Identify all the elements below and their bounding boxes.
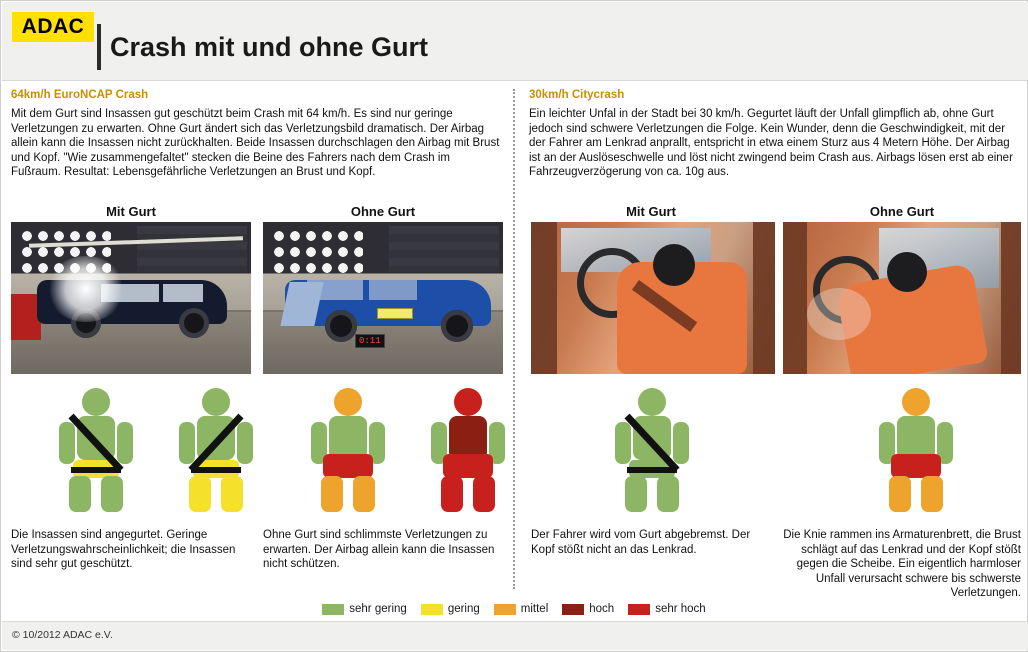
dummy-figure-left-belted-passenger <box>161 386 271 516</box>
panel-label-right-mit-gurt: Mit Gurt <box>626 204 676 219</box>
crash-car-blue <box>285 272 491 342</box>
dummy-head <box>653 244 695 286</box>
dummy-svg <box>293 386 403 516</box>
license-plate <box>377 308 413 319</box>
dummy-svg <box>597 386 707 516</box>
legend-swatch-sehr-gering <box>322 604 344 615</box>
legend-item-sehr-gering <box>322 603 407 615</box>
photo-city-30-ohne-gurt <box>783 222 1021 374</box>
right-intro-text: Ein leichter Unfal in der Stadt bei 30 km/h. Gegurtet läuft der Unfall glimpflich ab, ohne Gurt jedoch sind schwere Verletzungen die Folge. Kein Wunder, denn die Geschwindigkeit, mit der der Fahrer am Lenkrad anprallt, entspricht in etwa einem Sturz aus 4 Metern Höhe. Der Airbag ist an der Auslöseschwelle und löst nicht zwingend beim Crash aus. Airbags lösen erst ab einer Fahrzeugverzögerung von ca. 10g aus. <box>529 108 1013 179</box>
car-rear-wheel <box>179 308 209 338</box>
caption-left-mit-gurt: Die Insassen sind angegurtet. Geringe Verletzungswahrscheinlichkeit; die Insassen sind sehr gut geschützt. <box>11 529 236 571</box>
legend-item-gering <box>421 603 480 615</box>
title-divider <box>97 24 101 70</box>
dummy-figure-left-belted-driver <box>41 386 151 516</box>
legend-swatch-mittel <box>494 604 516 615</box>
legend-label-gering: gering <box>447 603 480 615</box>
panel-label-left-mit-gurt: Mit Gurt <box>106 204 156 219</box>
dummy-svg <box>161 386 271 516</box>
caption-right-ohne-gurt: Die Knie rammen ins Armaturenbrett, die Brust schlägt auf das Lenkrad und der Kopf stößt gegen die Scheibe. Ein eigentlich harmloser Unfall verursacht schwere bis schwerste Verletzungen. <box>783 529 1021 600</box>
footer-bar <box>2 621 1028 650</box>
dummy-figure-right-belted-driver <box>597 386 707 516</box>
car-front-wheel <box>325 310 357 342</box>
car-a-pillar <box>531 222 557 374</box>
dummy-svg <box>861 386 971 516</box>
right-subhead: 30km/h Citycrash <box>529 89 625 101</box>
legend-swatch-gering <box>421 604 443 615</box>
legend-label-sehr-gering: sehr gering <box>349 603 407 615</box>
photo-city-30-mit-gurt <box>531 222 775 374</box>
dummy-svg <box>413 386 523 516</box>
left-column <box>11 89 503 180</box>
left-subhead: 64km/h EuroNCAP Crash <box>11 89 149 101</box>
car-a-pillar <box>783 222 807 374</box>
legend-label-hoch: hoch <box>589 603 615 615</box>
timecode-display: 0:11 <box>355 334 385 348</box>
left-intro-text: Mit dem Gurt sind Insassen gut geschützt beim Crash mit 64 km/h. Es sind nur geringe Verletzungen zu erwarten. Ohne Gurt ändert sich das Verletzungsbild dramatisch. Der Airbag allein kann die Insassen nicht zurückhalten. Beide Insassen durchschlagen den Airbag mit Brust und Kopf. "Wie zusammengefaltet" stecken die Beine des Fahrers nach dem Crash im Fußraum. Resultat: Lebensgefährliche Verletzungen an Brust und Kopf. <box>11 108 500 179</box>
photo-crash-64-mit-gurt <box>11 222 251 374</box>
page-title: Crash mit und ohne Gurt <box>110 32 429 62</box>
panel-label-right-ohne-gurt: Ohne Gurt <box>869 204 935 219</box>
car-rear-wheel <box>441 310 473 342</box>
legend-label-sehr-hoch: sehr hoch <box>655 603 706 615</box>
copyright-text: © 10/2012 ADAC e.V. <box>12 629 113 641</box>
legend-item-mittel <box>494 603 548 615</box>
header-bar <box>2 2 1028 81</box>
car-side-window <box>369 280 417 300</box>
ceiling-lights <box>271 228 363 276</box>
photo-crash-64-ohne-gurt <box>263 222 503 374</box>
hall-wall-panel <box>137 226 247 272</box>
legend-swatch-sehr-hoch <box>628 604 650 615</box>
car-side-window <box>163 284 203 302</box>
legend-label-mittel: mittel <box>520 603 549 615</box>
right-column <box>529 89 1021 180</box>
airbag <box>807 288 871 340</box>
legend-item-hoch <box>562 603 614 615</box>
severity-legend <box>1 601 1027 617</box>
adac-logo: ADAC <box>12 12 94 42</box>
caption-left-ohne-gurt: Ohne Gurt sind schlimmste Verletzungen zu erwarten. Der Airbag allein kann die Insassen nicht schützen. <box>263 529 495 571</box>
dummy-head <box>887 252 927 292</box>
car-b-pillar <box>1001 222 1021 374</box>
dummy-svg <box>41 386 151 516</box>
crash-smoke <box>47 256 125 322</box>
legend-item-sehr-hoch <box>628 603 706 615</box>
dummy-figure-left-unbelted-passenger <box>413 386 523 516</box>
dummy-figure-right-unbelted-driver <box>861 386 971 516</box>
dummy-figure-left-unbelted-driver <box>293 386 403 516</box>
hall-wall-panel <box>389 226 499 272</box>
legend-swatch-hoch <box>562 604 584 615</box>
panel-label-left-ohne-gurt: Ohne Gurt <box>350 204 416 219</box>
caption-right-mit-gurt: Der Fahrer wird vom Gurt abgebremst. Der Kopf stößt nicht an das Lenkrad. <box>531 529 751 556</box>
car-b-pillar <box>753 222 775 374</box>
